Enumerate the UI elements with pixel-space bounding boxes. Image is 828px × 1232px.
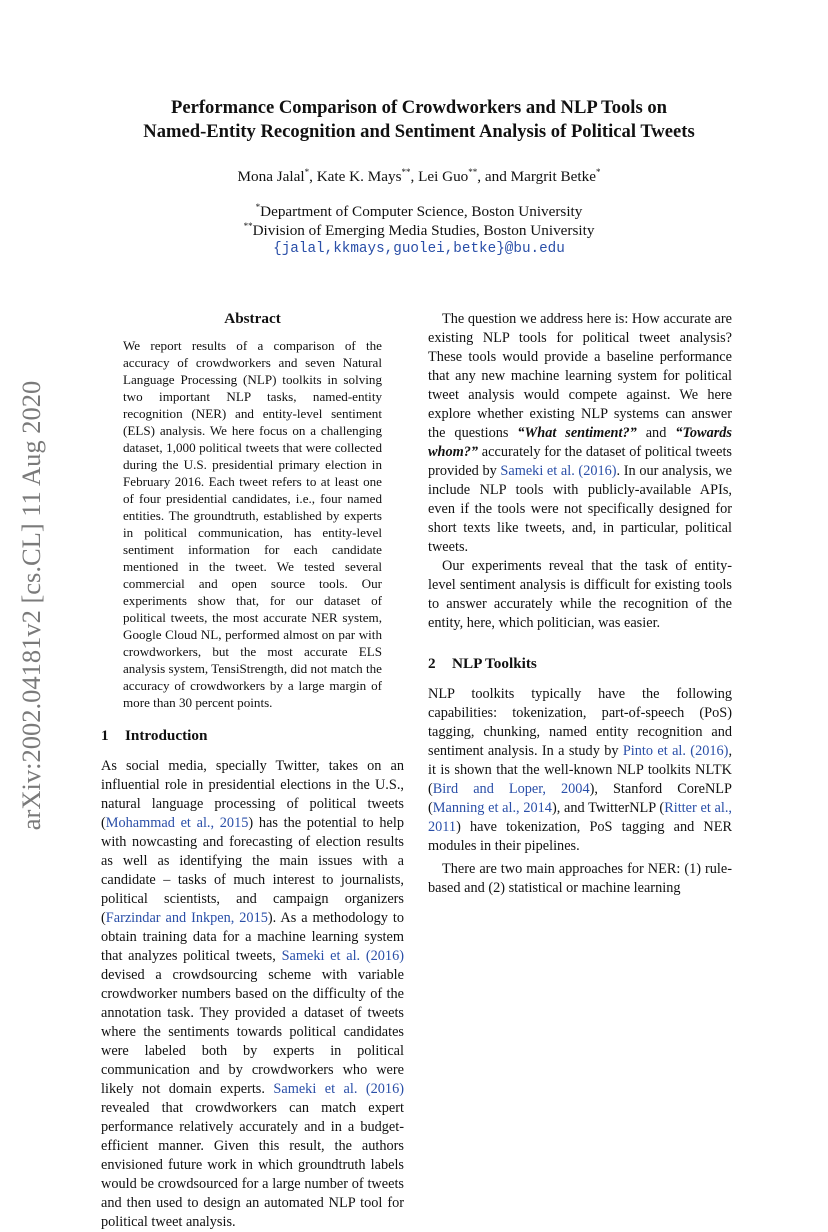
citation-link[interactable]: Manning et al., 2014 <box>432 800 552 816</box>
toolkits-paragraph-2: There are two main approaches for NER: (1) rule-based and (2) statistical or machine learning <box>428 861 732 896</box>
citation-link[interactable]: Mohammad et al., 2015 <box>105 815 249 831</box>
author-mark: ** <box>401 167 411 177</box>
text-run: ), and TwitterNLP ( <box>551 800 665 816</box>
author-email: {jalal,kkmays,guolei,betke}@bu.edu <box>273 241 565 257</box>
text-run: and <box>636 425 676 441</box>
citation-link[interactable]: Bird and Loper, 2004 <box>432 781 590 797</box>
text-run: ). As a methodology to obtain training data for a machine learning system that analyzes political tweets, <box>101 910 405 964</box>
text-run: NLP toolkits typically have the following capabilities: tokenization, part-of-speech (PoS) tagging, chunking, named entity recognition and sentiment analysis. In a study by <box>428 686 732 759</box>
intro-paragraph-1a <box>101 757 404 1232</box>
affiliation <box>90 202 748 221</box>
author-mark: ** <box>468 167 478 177</box>
affiliation-mark: * <box>255 202 261 212</box>
author-name: Kate K. Mays <box>316 168 402 185</box>
affiliation-text: Department of Computer Science, Boston University <box>260 203 583 220</box>
citation-link[interactable]: Pinto et al. (2016) <box>622 743 729 759</box>
right-column <box>428 310 732 898</box>
author-mark: * <box>304 167 310 177</box>
citation-link[interactable]: Farzindar and Inkpen, 2015 <box>105 910 268 926</box>
affiliation-text: Division of Emerging Media Studies, Boston University <box>252 222 595 239</box>
section-heading-nlp-toolkits <box>428 655 732 673</box>
text-run: . In our analysis, we include NLP tools with publicly-available APIs, even if the tools were not specifically designed for short texts like tweets, and, in particular, political tweets. <box>428 463 732 555</box>
question-towards-whom: “Towards whom?” <box>428 425 732 460</box>
section-number: 1 <box>101 727 109 744</box>
paper-title <box>90 96 748 144</box>
affiliation-mark: ** <box>243 221 253 231</box>
citation-link[interactable]: Sameki et al. (2016) <box>273 1081 404 1097</box>
text-run: , it is shown that the well-known NLP toolkits NLTK ( <box>428 743 733 797</box>
author-name: Lei Guo <box>418 168 469 185</box>
author-separator: , <box>410 168 419 185</box>
left-column <box>101 310 404 1232</box>
arxiv-identifier: arXiv:2002.04181v2 [cs.CL] 11 Aug 2020 <box>16 380 47 830</box>
affiliations <box>90 202 748 259</box>
text-run: accurately for the dataset of political tweets provided by <box>428 444 732 479</box>
author-list <box>90 168 748 186</box>
question-what-sentiment: “What sentiment?” <box>517 425 637 441</box>
author-name: Mona Jalal <box>237 168 305 185</box>
toolkits-paragraph-1 <box>428 685 732 856</box>
intro-paragraph-3: Our experiments reveal that the task of entity-level sentiment analysis is difficult for existing tools to answer accurately while the recognition of the entity, here, which politician, was easier. <box>428 558 732 631</box>
title-line-1: Performance Comparison of Crowdworkers and NLP Tools on <box>170 97 667 118</box>
author-mark: * <box>595 167 601 177</box>
section-heading-introduction <box>101 727 404 745</box>
text-run: ), Stanford CoreNLP ( <box>428 781 732 816</box>
abstract-text: We report results of a comparison of the accuracy of crowdworkers and seven Natural Language Processing (NLP) toolkits in solving two important NLP tasks, named-entity recognition (NER) and entity-level sentiment (ELS) analysis. We here focus on a challenging dataset, 1,000 political tweets that were collected during the U.S. presidential primary election in February 2016. Each tweet refers to at least one of four presidential candidates, i.e., four named entities. The groundtruth, established by experts in political communication, has entity-level sentiment information for each candidate mentioned in the tweet. We tested several commercial and open source tools. Our experiments show that, for our dataset of political tweets, the most accurate NER system, Google Cloud NL, performed almost on par with crowdworkers, but the most accurate ELS analysis system, TensiStrength, did not match the accuracy of crowdworkers by a large margin of more than 30 percent points. <box>123 338 382 710</box>
author-name: Margrit Betke <box>510 168 596 185</box>
title-line-2: Named-Entity Recognition and Sentiment Analysis of Political Tweets <box>143 121 695 142</box>
text-run: The question we address here is: How accurate are existing NLP tools for political tweet analysis? These tools would provide a baseline performance that any new machine learning system for political tweet analysis would compete against. We here explore whether existing NLP systems can answer the questions <box>428 311 732 441</box>
text-run: ) have tokenization, PoS tagging and NER modules in their pipelines. <box>428 819 732 854</box>
section-title: NLP Toolkits <box>452 655 537 672</box>
text-run: ) has the potential to help with nowcasting and forecasting of election results as well as identifying the main issues with a candidate – tasks of much interest to journalists, political scientists, and campaign organizers ( <box>101 815 404 926</box>
section-title: Introduction <box>125 727 208 744</box>
text-run: revealed that crowdworkers can match expert performance relatively accurately and in a budget-efficient manner. Given this result, the authors envisioned future work in which groundtruth labels would be crowdsourced for a large number of tweets and then used to design an automated NLP tool for political tweet analysis. <box>101 1100 404 1230</box>
arxiv-stamp <box>10 360 54 850</box>
intro-paragraph-2 <box>428 310 732 557</box>
abstract-heading: Abstract <box>224 310 281 327</box>
author-separator: , <box>309 168 317 185</box>
text-run: devised a crowdsourcing scheme with variable crowdworker numbers based on the difficulty of the annotation task. They provided a dataset of tweets where the sentiments towards political candidates were labeled both by experts in political communication and by crowdworkers who were likely not domain experts. <box>101 967 404 1097</box>
text-run: As social media, specially Twitter, takes on an influential role in presidential elections in the U.S., natural language processing of political tweets ( <box>101 758 404 831</box>
section-number: 2 <box>428 655 436 672</box>
citation-link[interactable]: Sameki et al. (2016) <box>281 948 404 964</box>
citation-link[interactable]: Sameki et al. (2016) <box>500 463 617 479</box>
affiliation <box>90 221 748 240</box>
author-separator: , and <box>477 168 511 185</box>
citation-link[interactable]: Ritter et al., 2011 <box>428 800 732 835</box>
